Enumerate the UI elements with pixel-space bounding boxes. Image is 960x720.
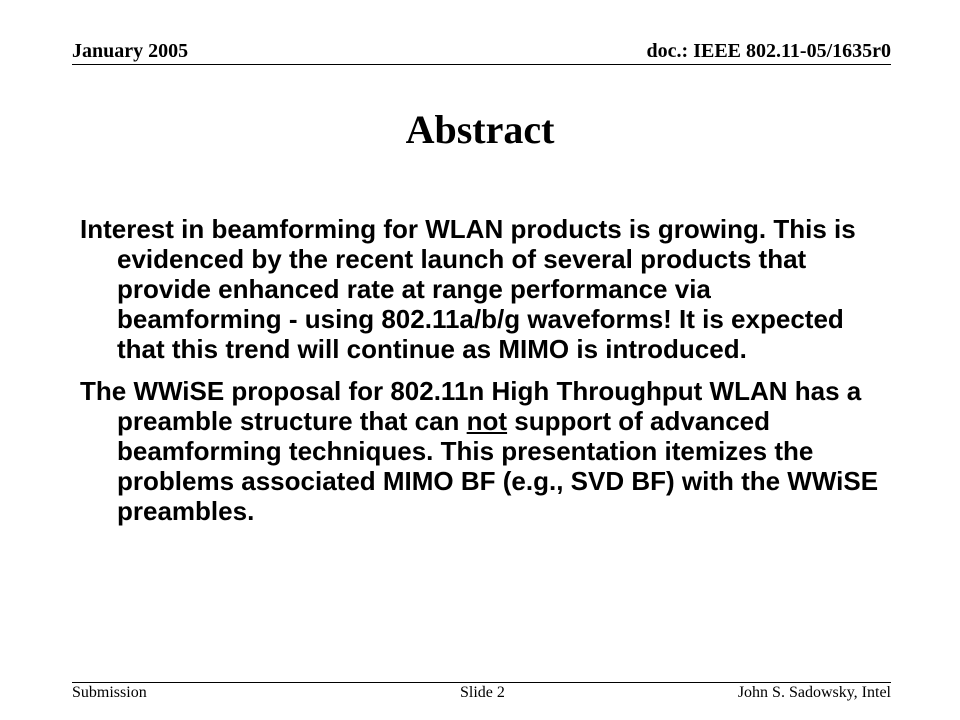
footer-divider — [72, 682, 891, 683]
emphasis-not: not — [466, 406, 508, 436]
paragraph-wwise-text-start: The WWiSE proposal for 802.11n High Throughput WLAN has a preamble structure that can — [80, 376, 862, 436]
header-divider — [72, 64, 891, 65]
paragraph-wwise-text-end: support of advanced beamforming techniques. This presentation itemizes the problems associated MIMO BF (e.g., SVD BF) with the WWiSE preambles. — [117, 406, 879, 526]
footer-author: John S. Sadowsky, Intel — [737, 684, 891, 701]
paragraph-wwise-proposal — [80, 376, 880, 526]
footer-submission: Submission — [72, 684, 147, 701]
header-doc-id: doc.: IEEE 802.11-05/1635r0 — [646, 40, 891, 62]
header-date: January 2005 — [72, 40, 189, 62]
slide-body — [80, 214, 880, 538]
paragraph-beamforming-interest: Interest in beamforming for WLAN products is growing. This is evidenced by the recent launch of several products that provide enhanced rate at range performance via beamforming - using 802.11a/b/g waveforms! It is expected that this trend will continue as MIMO is introduced. — [80, 214, 856, 364]
slide-title: Abstract — [405, 107, 555, 152]
footer-slide-number: Slide 2 — [460, 684, 505, 701]
